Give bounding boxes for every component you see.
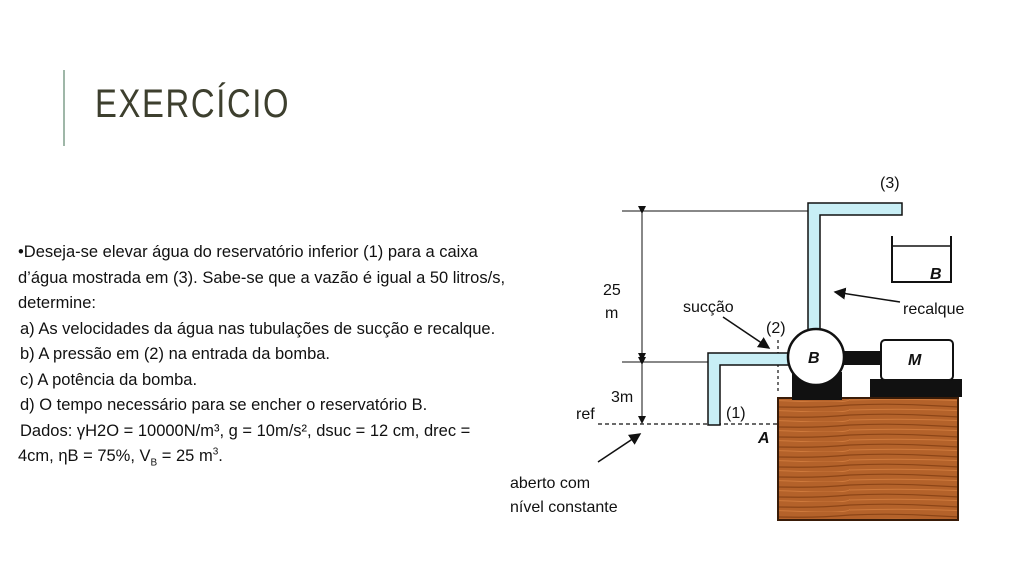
discharge-label: recalque	[903, 301, 965, 318]
height-25-unit-label: m	[605, 305, 619, 322]
item-b: b) A pressão em (2) na entrada da bomba.	[20, 345, 331, 363]
discharge-pipe	[808, 203, 902, 332]
data-line-1: Dados: γH2O = 10000N/m³, g = 10m/s², dsuc = 12 cm, drec =	[20, 421, 471, 440]
open-reservoir-label-1: aberto com	[510, 475, 591, 492]
pump-shaft	[840, 351, 884, 365]
pumping-system-diagram	[490, 162, 970, 527]
motor-label: M	[908, 352, 922, 369]
intro-line-2: d’água mostrada em (3). Sabe-se que a vazão é igual a 50 litros/s,	[18, 268, 506, 287]
point-3-label: (3)	[880, 175, 900, 192]
intro-line-1: •Deseja-se elevar água do reservatório inferior (1) para a caixa	[18, 243, 478, 261]
data-line-2-mid: = 25 m	[157, 447, 213, 465]
suction-label: sucção	[683, 299, 734, 316]
item-d: d) O tempo necessário para se encher o reservatório B.	[20, 396, 428, 414]
point-2-label: (2)	[766, 320, 786, 337]
intro-line-3: determine:	[18, 294, 96, 312]
motor-base	[870, 379, 962, 397]
volume-subscript: B	[150, 457, 158, 469]
data-line-2-prefix: 4cm, ηB = 75%, V	[18, 447, 151, 465]
title-accent-line	[63, 70, 65, 146]
point-a-label: A	[758, 430, 770, 447]
height-25-label: 25	[603, 282, 621, 299]
data-line-2-end: .	[218, 447, 223, 465]
reservoir-b-label: B	[930, 266, 942, 283]
lower-reservoir-tank	[778, 398, 958, 520]
pump-label: B	[808, 350, 820, 367]
height-3-label: 3m	[611, 389, 634, 406]
ref-label: ref	[576, 406, 595, 423]
slide-title: EXERCÍCIO	[95, 82, 291, 126]
point-1-label: (1)	[726, 405, 746, 422]
open-reservoir-label-2: nível constante	[510, 499, 618, 516]
item-c: c) A potência da bomba.	[20, 370, 198, 389]
discharge-label-pointer	[835, 292, 900, 302]
suction-label-pointer	[723, 317, 769, 348]
item-a: a) As velocidades da água nas tubulações de sucção e recalque.	[20, 319, 496, 338]
open-reservoir-pointer	[598, 434, 640, 462]
volume-superscript: 3	[212, 446, 219, 458]
upper-reservoir-box	[892, 236, 951, 282]
